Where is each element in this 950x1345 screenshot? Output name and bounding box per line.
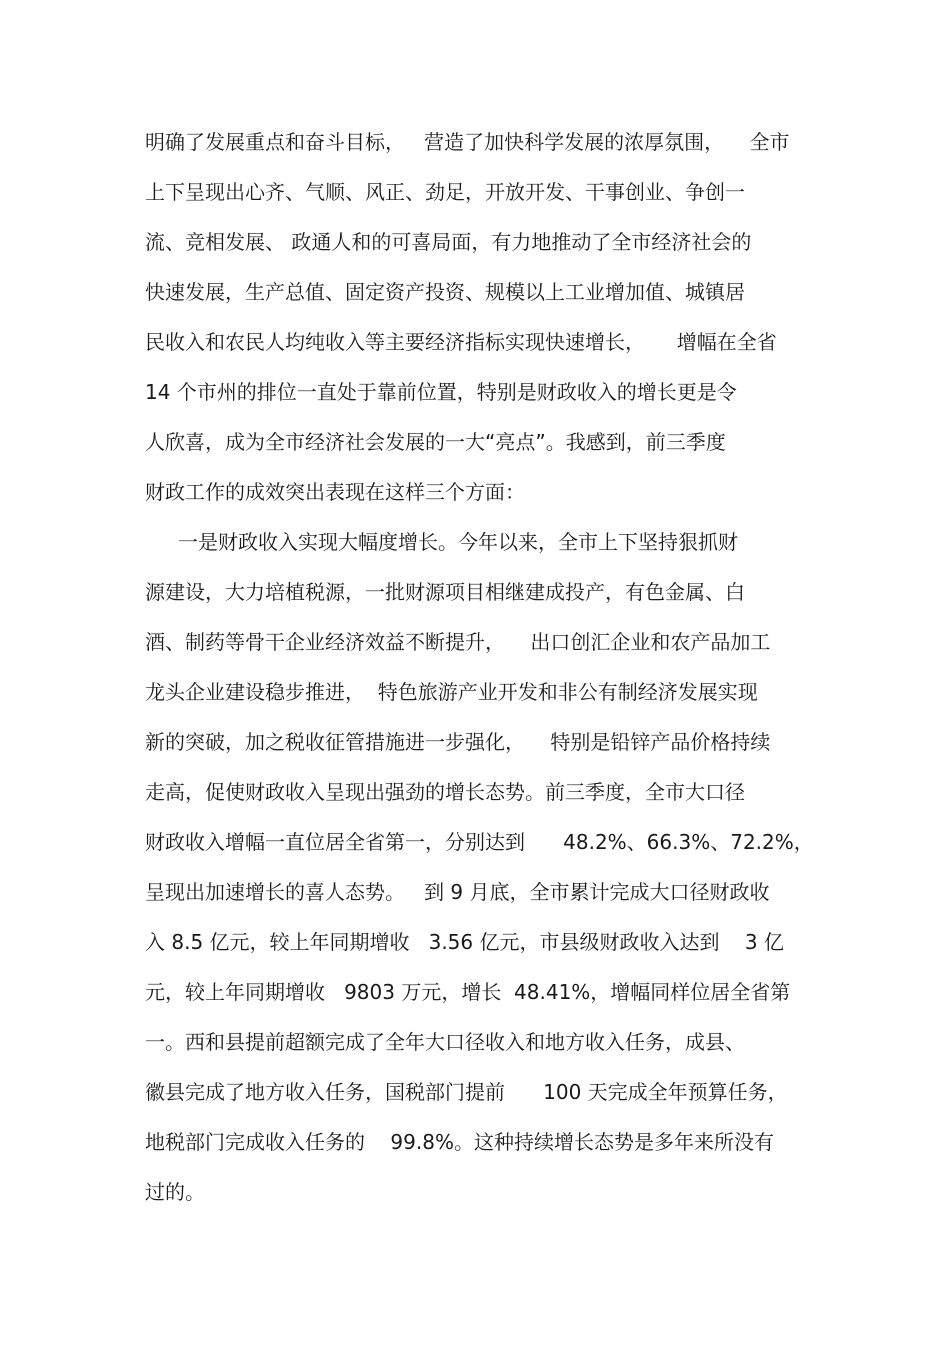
text-line: 走高，促使财政收入呈现出强劲的增长态势。前三季度，全市大口径 (145, 780, 745, 804)
text-line: 流、竞相发展、 政通人和的可喜局面，有力地推动了全市经济社会的 (145, 230, 752, 254)
text-line: 财政工作的成效突出表现在这样三个方面： (145, 480, 525, 504)
text-line: 过的。 (145, 1180, 205, 1204)
text-line: 明确了发展重点和奋斗目标， 营造了加快科学发展的浓厚氛围， 全市 (145, 130, 790, 154)
text-line: 酒、制药等骨干企业经济效益不断提升， 出口创汇企业和农产品加工 (145, 630, 771, 654)
text-line: 快速发展，生产总值、固定资产投资、规模以上工业增加值、城镇居 (145, 280, 745, 304)
text-line: 一。西和县提前超额完成了全年大口径收入和地方收入任务，成县、 (145, 1030, 745, 1054)
text-line: 财政收入增幅一直位居全省第一，分别达到 48.2%、66.3%、72.2%， (145, 830, 814, 854)
text-line: 龙头企业建设稳步推进， 特色旅游产业开发和非公有制经济发展实现 (145, 680, 758, 704)
text-line: 上下呈现出心齐、气顺、风正、劲足，开放开发、干事创业、争创一 (145, 180, 745, 204)
paragraph-first-line: 一是财政收入实现大幅度增长。今年以来，全市上下坚持狠抓财 (178, 530, 738, 554)
text-line: 人欣喜，成为全市经济社会发展的一大“亮点”。我感到，前三季度 (145, 430, 726, 454)
text-line: 民收入和农民人均纯收入等主要经济指标实现快速增长， 增幅在全省 (145, 330, 777, 354)
text-line: 地税部门完成收入任务的 99.8%。这种持续增长态势是多年来所没有 (145, 1130, 774, 1154)
text-line: 14 个市州的排位一直处于靠前位置，特别是财政收入的增长更是令 (145, 380, 737, 404)
text-line: 新的突破，加之税收征管措施进一步强化， 特别是铅锌产品价格持续 (145, 730, 771, 754)
text-line: 呈现出加速增长的喜人态势。 到 9 月底，全市累计完成大口径财政收 (145, 880, 770, 904)
text-line: 元，较上年同期增收 9803 万元，增长 48.41%，增幅同样位居全省第 (145, 980, 791, 1004)
text-line: 源建设，大力培植税源，一批财源项目相继建成投产，有色金属、白 (145, 580, 745, 604)
text-line: 徽县完成了地方收入任务，国税部门提前 100 天完成全年预算任务， (145, 1080, 788, 1104)
text-line: 入 8.5 亿元，较上年同期增收 3.56 亿元，市县级财政收入达到 3 亿 (145, 930, 784, 954)
